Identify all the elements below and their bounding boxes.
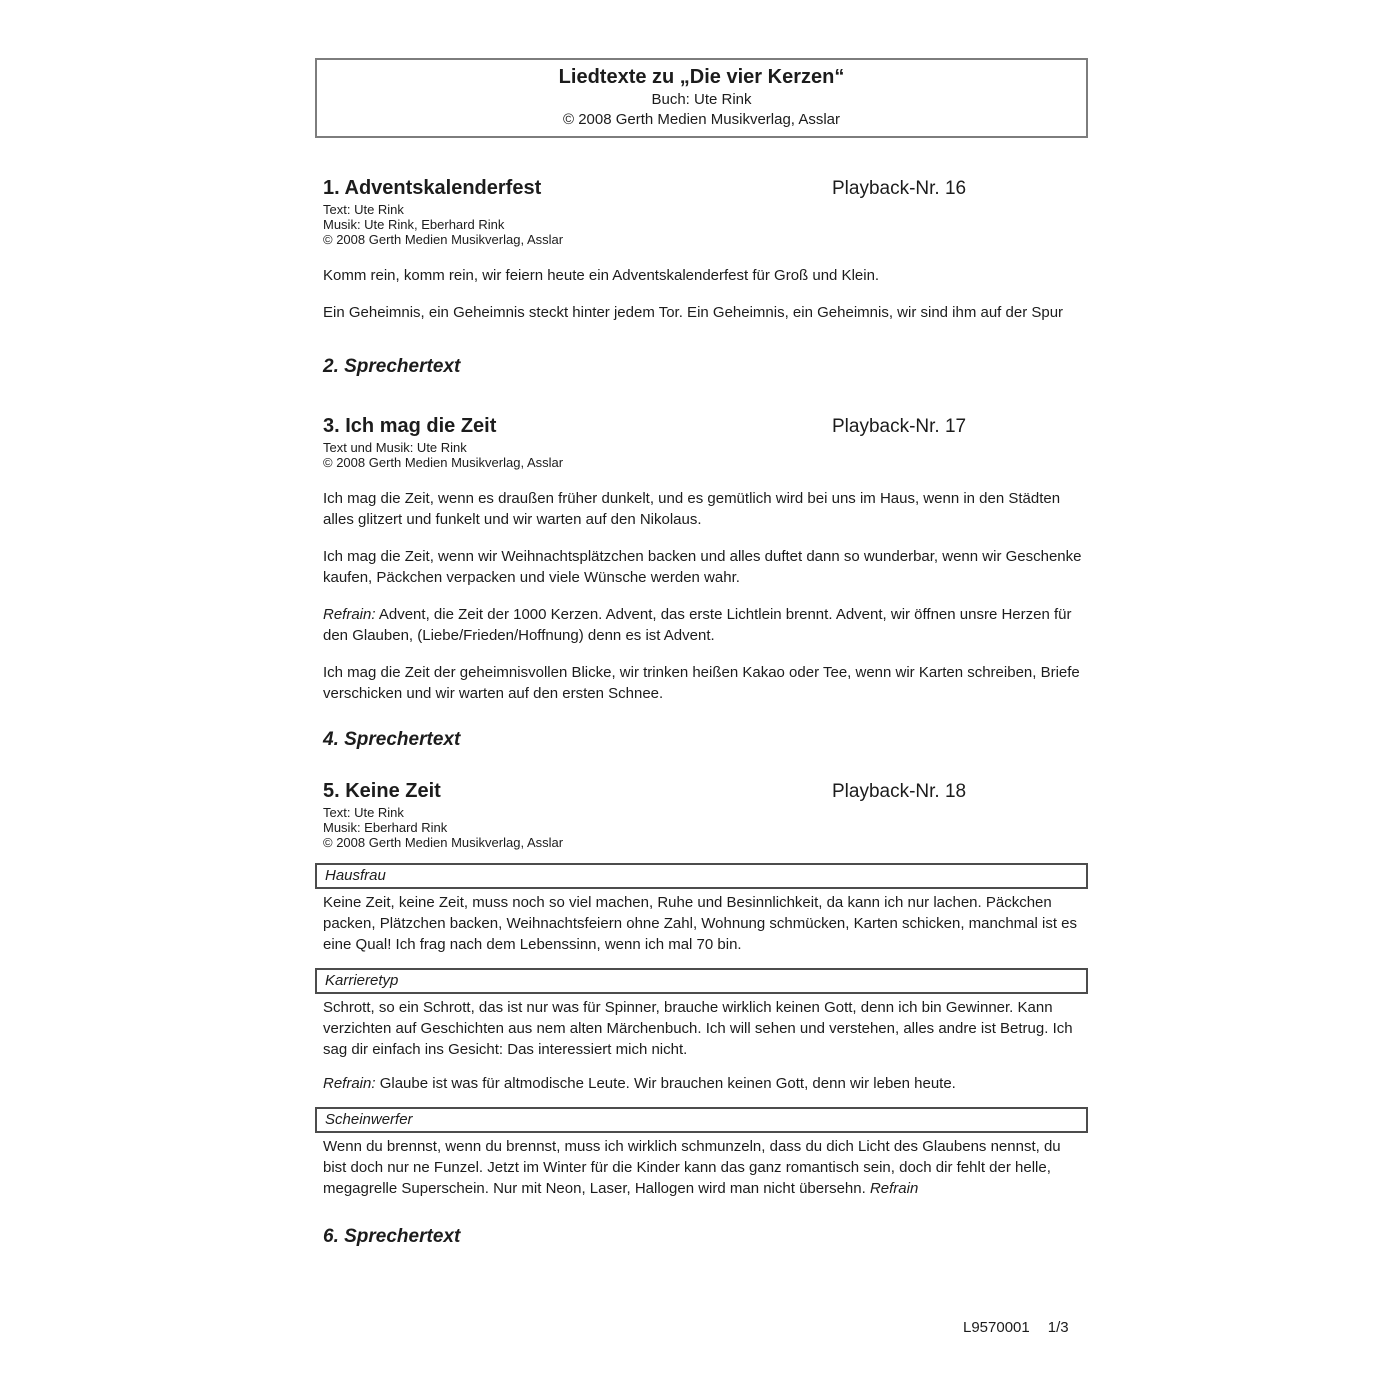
song-title: 5. Keine Zeit	[323, 780, 441, 802]
refrain-label: Refrain:	[323, 606, 376, 623]
page-indicator: 1/3	[1047, 1319, 1069, 1336]
document-header	[315, 58, 1088, 138]
song-title-row	[315, 176, 1088, 202]
lyrics-paragraph: Ich mag die Zeit der geheimnisvollen Blicke, wir trinken heißen Kakao oder Tee, wenn wir Karten schreiben, Briefe verschicken und wir warten auf den ersten Schnee.	[323, 664, 1080, 702]
song-credits	[315, 805, 1088, 850]
song-title: 3. Ich mag die Zeit	[323, 415, 497, 437]
speaker-heading-6: 6. Sprechertext	[323, 1226, 461, 1247]
credit-line: Text: Ute Rink	[323, 202, 404, 217]
role-label-box-hausfrau	[315, 863, 1088, 889]
refrain-text: Glaube ist was für altmodische Leute. Wir brauchen keinen Gott, denn wir leben heute.	[375, 1075, 956, 1092]
lyrics-paragraph: Ich mag die Zeit, wenn es draußen früher dunkelt, und es gemütlich wird bei uns im Haus, wenn in den Städten alles glitzert und funkelt und wir warten auf den Nikolaus.	[323, 490, 1061, 528]
lyrics-paragraph: Keine Zeit, keine Zeit, muss noch so viel machen, Ruhe und Besinnlichkeit, da kann ich nur lachen. Päckchen packen, Plätzchen backen, Weihnachtsfeiern ohne Zahl, Wohnung schmücken, Karten schicken, manchmal ist es eine Qual! Ich frag nach dem Lebenssinn, wenn ich mal 70 bin.	[323, 894, 1078, 953]
document-copyright: © 2008 Gerth Medien Musikverlag, Asslar	[562, 111, 840, 128]
page-footer	[963, 1319, 1069, 1337]
lyrics-paragraph	[315, 1136, 1088, 1199]
refrain-paragraph	[315, 604, 1088, 646]
song-title-row	[315, 414, 1088, 440]
song-title-row	[315, 779, 1088, 805]
credit-line: © 2008 Gerth Medien Musikverlag, Asslar	[323, 232, 564, 247]
document-book-line: Buch: Ute Rink	[651, 91, 752, 108]
playback-number: Playback-Nr. 18	[832, 781, 967, 802]
refrain-text: Advent, die Zeit der 1000 Kerzen. Advent, das erste Lichtlein brennt. Advent, wir öffnen unsre Herzen für den Glauben, (Liebe/Frieden/Hoffnung) denn es ist Advent.	[323, 606, 1072, 644]
role-label-box-karrieretyp	[315, 968, 1088, 994]
song-title: 1. Adventskalenderfest	[323, 177, 542, 199]
speaker-heading-2: 2. Sprechertext	[323, 356, 461, 377]
lyrics-paragraph: Ich mag die Zeit, wenn wir Weihnachtsplätzchen backen und alles duftet dann so wunderbar, wenn wir Geschenke kaufen, Päckchen verpacken und viele Wünsche werden wahr.	[323, 548, 1082, 586]
lyrics-text: Wenn du brennst, wenn du brennst, muss ich wirklich schmunzeln, dass du dich Licht des Glaubens nennst, du bist doch nur ne Funzel. Jetzt im Winter für die Kinder kann das ganz romantisch sein, doch dir fehlt der helle, megagrelle Superschein. Nur mit Neon, Laser, Hallogen wird man nicht übersehn.	[323, 1138, 1061, 1197]
document-number: L9570001	[963, 1319, 1030, 1336]
playback-number: Playback-Nr. 17	[832, 416, 967, 437]
refrain-reference: Refrain	[869, 1180, 919, 1197]
credit-line: Text und Musik: Ute Rink	[323, 440, 467, 455]
lyrics-paragraph: Komm rein, komm rein, wir feiern heute ein Adventskalenderfest für Groß und Klein.	[323, 267, 880, 284]
song-section-3-header	[315, 414, 1088, 470]
credit-line: Musik: Ute Rink, Eberhard Rink	[323, 217, 505, 232]
page-content	[315, 58, 1088, 1248]
song-section-1-header	[315, 176, 1088, 247]
song-section-5-header	[315, 779, 1088, 850]
song-credits	[315, 440, 1088, 470]
lyrics-paragraph: Ein Geheimnis, ein Geheimnis steckt hinter jedem Tor. Ein Geheimnis, ein Geheimnis, wir sind ihm auf der Spur	[323, 304, 1064, 321]
playback-number: Playback-Nr. 16	[832, 178, 967, 199]
role-label: Karrieretyp	[325, 972, 399, 989]
credit-line: © 2008 Gerth Medien Musikverlag, Asslar	[323, 455, 564, 470]
role-label: Scheinwerfer	[325, 1111, 413, 1128]
credit-line: Musik: Eberhard Rink	[323, 820, 448, 835]
credit-line: Text: Ute Rink	[323, 805, 404, 820]
speaker-heading-4: 4. Sprechertext	[323, 729, 461, 750]
refrain-paragraph	[315, 1073, 1088, 1094]
song-credits	[315, 202, 1088, 247]
credit-line: © 2008 Gerth Medien Musikverlag, Asslar	[323, 835, 564, 850]
document-title: Liedtexte zu „Die vier Kerzen“	[558, 66, 845, 88]
refrain-label: Refrain:	[323, 1075, 376, 1092]
role-label: Hausfrau	[325, 867, 386, 884]
role-label-box-scheinwerfer	[315, 1107, 1088, 1133]
lyrics-paragraph: Schrott, so ein Schrott, das ist nur was für Spinner, brauche wirklich keinen Gott, denn ich bin Gewinner. Kann verzichten auf Geschichten aus nem alten Märchenbuch. Ich will sehen und verstehen, alles andre ist Betrug. Ich sag dir einfach ins Gesicht: Das interessiert mich nicht.	[323, 999, 1073, 1058]
